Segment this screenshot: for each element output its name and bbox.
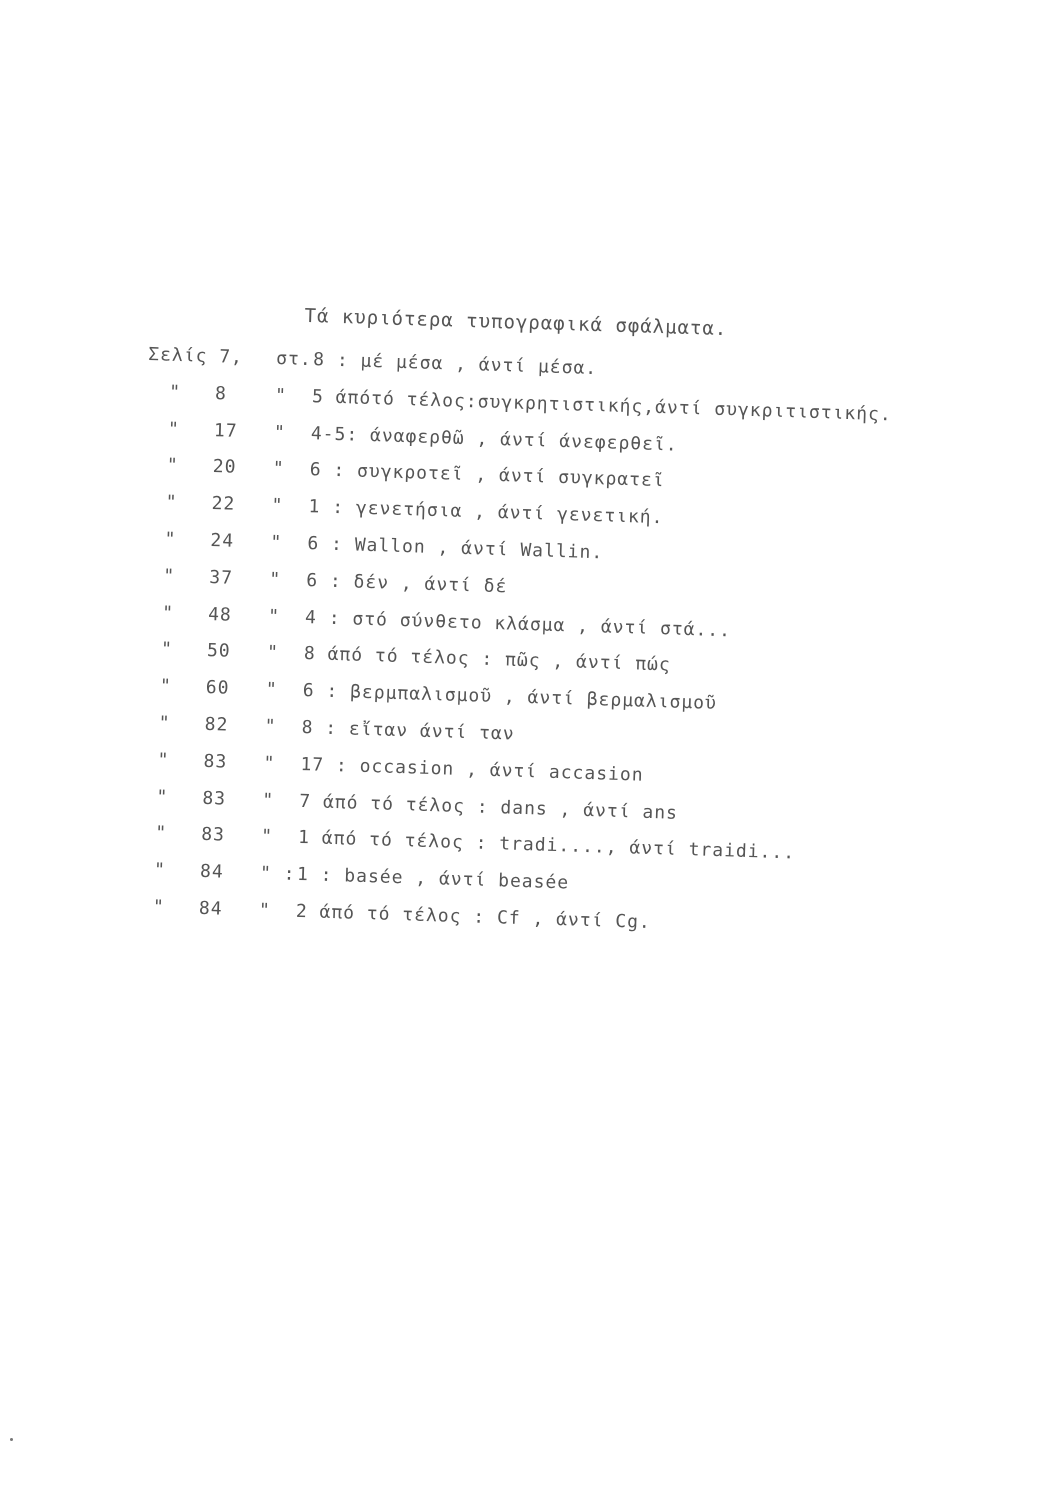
erratum-correction: 4-5: άναφερθῶ , άντί άνεφερθεῖ. <box>310 422 678 456</box>
erratum-page-number: 84 <box>199 861 225 883</box>
erratum-page-number: 20 <box>212 456 237 479</box>
erratum-correction: 6 : βερμπαλισμοῦ , άντί βερμαλισμοῦ <box>302 680 718 715</box>
ditto-mark: " <box>158 712 171 734</box>
erratum-page-number: 50 <box>206 640 232 663</box>
erratum-correction: 6 : Wallon , άντί Wallin. <box>307 533 604 564</box>
erratum-page-number: 8 <box>214 382 228 405</box>
erratum-correction: 17 : occasion , άντί accasion <box>300 753 644 786</box>
page-title: Τά κυριότερα τυπογραφικά σφάλματα. <box>304 304 728 341</box>
ditto-mark: " <box>165 491 178 514</box>
ditto-mark: " <box>267 605 281 627</box>
erratum-page-number: 37 <box>208 566 234 589</box>
erratum-correction: 1 άπό τό τέλος : tradi...., άντί traidi... <box>297 827 796 864</box>
erratum-correction: 6 : δέν , άντί δέ <box>305 569 508 598</box>
ditto-mark: " <box>157 749 170 771</box>
scan-speck <box>10 1438 13 1441</box>
ditto-mark: " <box>152 896 166 918</box>
ditto-mark: " <box>270 531 283 554</box>
erratum-page-number: 60 <box>205 677 230 699</box>
ditto-mark: " <box>159 675 173 698</box>
erratum-correction: 2 άπό τό τέλος : Cf , άντί Cg. <box>295 900 652 933</box>
erratum-correction: 6 : συγκροτεῖ , άντί συγκρατεῖ <box>309 459 666 492</box>
erratum-line-label: στ. <box>275 347 313 371</box>
ditto-mark: " <box>156 786 169 808</box>
erratum-correction: 8 : μέ μέσα , άντί μέσα. <box>312 349 598 380</box>
errata-sheet <box>130 300 1009 959</box>
erratum-correction: 1 : basée , άντί beasée <box>296 864 570 894</box>
erratum-page-number: 83 <box>203 750 228 773</box>
ditto-mark: " <box>161 602 175 624</box>
ditto-mark: " <box>260 826 274 848</box>
erratum-correction: 5 άπότό τέλος:συγκρητιστικής,άντί συγκριτιστικής. <box>311 385 893 426</box>
erratum-page-label: Σελίς 7, <box>147 343 244 368</box>
ditto-mark: " <box>258 899 272 922</box>
erratum-page-number: 83 <box>200 824 226 846</box>
ditto-mark: " <box>263 752 276 774</box>
ditto-mark: " <box>262 789 275 811</box>
ditto-mark: " <box>160 638 174 661</box>
ditto-mark: " <box>265 679 278 701</box>
ditto-mark: " <box>264 715 277 738</box>
erratum-page-number: 17 <box>213 419 238 442</box>
erratum-correction: 1 : γενετήσια , άντί γενετική. <box>308 496 664 529</box>
erratum-correction: 8 άπό τό τέλος : πῶς , άντί πώς <box>303 643 672 676</box>
ditto-mark: " <box>163 565 176 587</box>
ditto-mark: " <box>266 642 280 664</box>
ditto-mark: " <box>274 384 288 407</box>
ditto-mark: " <box>271 495 284 517</box>
erratum-page-number: 24 <box>210 530 235 552</box>
errata-list <box>130 344 1008 959</box>
ditto-mark: " <box>268 568 282 591</box>
ditto-mark: " <box>164 528 177 550</box>
erratum-correction: 4 : στό σύνθετο κλάσμα , άντί στά... <box>304 606 732 641</box>
ditto-mark: " <box>153 859 167 881</box>
erratum-page-number: 84 <box>198 897 223 920</box>
ditto-mark: " <box>273 421 287 443</box>
ditto-mark: " : <box>259 862 296 886</box>
erratum-page-number: 82 <box>204 713 229 736</box>
erratum-page-number: 48 <box>207 603 233 626</box>
ditto-mark: " <box>272 458 285 480</box>
erratum-page-number: 83 <box>202 787 227 810</box>
erratum-page-number: 22 <box>211 493 236 515</box>
ditto-mark: " <box>168 381 182 403</box>
erratum-correction: 8 : εἴταν άντί ταν <box>301 716 515 745</box>
ditto-mark: " <box>154 822 168 845</box>
erratum-correction: 7 άπό τό τέλος : dans , άντί ans <box>299 790 679 824</box>
ditto-mark: " <box>166 455 179 477</box>
ditto-mark: " <box>167 418 181 440</box>
